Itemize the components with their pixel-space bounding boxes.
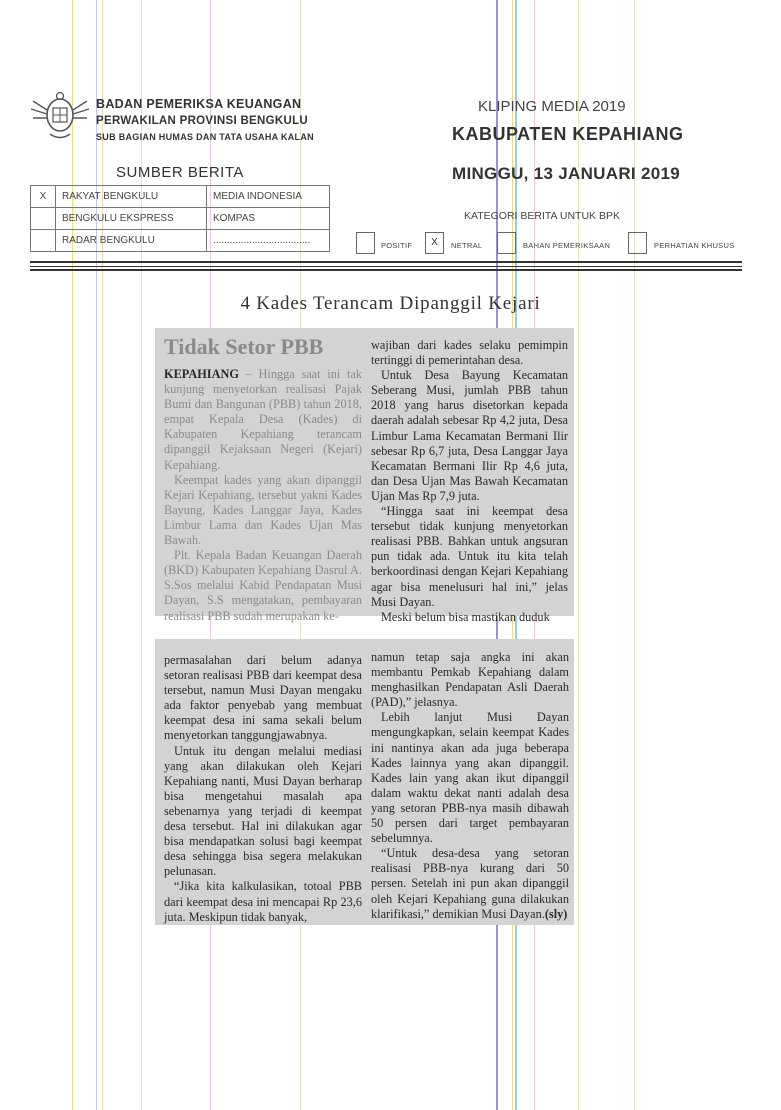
- paragraph: Plt. Kepala Badan Keuangan Daerah (BKD) Kabupaten Kepahiang Dasrul A. S.Sos melalui Kabid Pendapatan Musi Dayan, S.S mengatakan, pembayaran realisasi PBB sudah merupakan ke-: [164, 548, 362, 623]
- source-name: MEDIA INDONESIA: [207, 186, 330, 208]
- paragraph: “Untuk desa-desa yang setoran realisasi PBB-nya kurang dari 50 persen. Setelah ini pun akan dipanggil oleh Kejari Kepahiang guna dilakukan klarifikasi,” demikian Musi Dayan.(sly): [371, 846, 569, 921]
- paragraph: “Jika kita kalkulasikan, totoal PBB dari keempat desa ini mencapai Rp 23,6 juta. Meskipun tidak banyak,: [164, 879, 362, 924]
- garuda-logo-icon: [30, 88, 90, 144]
- source-row: [31, 208, 330, 230]
- org-region: PERWAKILAN PROVINSI BENGKULU: [96, 115, 309, 127]
- positif-label: POSITIF: [381, 241, 413, 250]
- source-row: [31, 230, 330, 252]
- dateline: KEPAHIANG: [164, 367, 239, 381]
- divider: [30, 261, 742, 263]
- article-column-3: [164, 653, 362, 925]
- clip-date: MINGGU, 13 JANUARI 2019: [452, 164, 680, 183]
- article-column-1: [164, 367, 362, 624]
- source-name: ...................................: [207, 230, 330, 252]
- paragraph: Untuk Desa Bayung Kecamatan Seberang Musi, jumlah PBB tahun 2018 yang harus disetorkan kepada daerah adalah sebesar Rp 4,2 juta, Desa Limbur Lama Kecamatan Bermani Ilir sebesar Rp 6,7 juta, Desa Langgar Jaya Kecamatan Bermani Ilir Rp 4,6 juta, dan Desa Ujan Mas Bawah Kecamatan Ujan Mas Rp 7,9 juta.: [371, 368, 568, 503]
- source-name: KOMPAS: [207, 208, 330, 230]
- source-mark: [31, 230, 56, 252]
- khusus-label: PERHATIAN KHUSUS: [654, 241, 735, 250]
- paragraph: Keempat kades yang akan dipanggil Kejari Kepahiang, tersebut yakni Kades Bayung, Kades Langgar Jaya, Kades Limbur Lama dan Kades Ujan Mas Bawah.: [164, 472, 362, 548]
- paragraph: wajiban dari kades selaku pemimpin tertinggi di pemerintahan desa.: [371, 338, 568, 368]
- article-column-4: [371, 650, 569, 922]
- divider: [30, 266, 742, 267]
- pemeriksaan-label: BAHAN PEMERIKSAAN: [523, 241, 611, 250]
- source-row: [31, 186, 330, 208]
- paragraph: KEPAHIANG – Hingga saat ini tak kunjung menyetorkan realisasi Pajak Bumi dan Bangunan (PBB) tahun 2018, empat Kepala Desa (Kades) di Kabupaten Kepahiang terancam dipanggil Kejaksaan Negeri (Kejari) Kepahiang.: [164, 367, 362, 472]
- source-name: BENGKULU EKSPRESS: [56, 208, 207, 230]
- source-mark: [31, 208, 56, 230]
- paragraph: Lebih lanjut Musi Dayan mengungkapkan, selain keempat Kades ini nantinya akan ada juga beberapa Kades lainnya yang akan dipanggil. Kades lain yang akan ikut dipanggil dalam waktu dekat nanti adalah desa yang setoran PBB-nya masih dibawah 50 persen dari target pembayaran sebelumnya.: [371, 710, 569, 846]
- kliping-title: KLIPING MEDIA 2019: [478, 98, 626, 115]
- paragraph: Untuk itu dengan melalui mediasi yang akan dilakukan oleh Kejari Kepahiang nanti, Musi Dayan berharap bisa mengetahui masalah apa sebenarnya yang terjadi di keempat desa tersebut. Hal ini dilakukan agar bisa mendapatkan solusi bagi keempat desa sehingga bisa segera melakukan pelunasan.: [164, 743, 362, 879]
- org-name: BADAN PEMERIKSA KEUANGAN: [96, 97, 302, 111]
- paragraph: permasalahan dari belum adanya setoran realisasi PBB dari keempat desa tersebut, namun Musi Dayan mengaku ada faktor penyebab yang membuat keempat desa ini sama sekali belum menyetorkan tanggungjawabnya.: [164, 653, 362, 743]
- article-subhead: Tidak Setor PBB: [164, 334, 324, 359]
- khusus-checkbox[interactable]: [628, 232, 647, 254]
- kabupaten-title: KABUPATEN KEPAHIANG: [452, 124, 684, 144]
- source-table: [30, 185, 330, 252]
- source-mark: X: [31, 186, 56, 208]
- paragraph: namun tetap saja angka ini akan membantu Pemkab Kepahiang dalam menghasilkan Pendapatan Asli Daerah (PAD),” jelasnya.: [371, 650, 569, 710]
- netral-label: NETRAL: [451, 241, 483, 250]
- article-column-2: [371, 338, 568, 625]
- source-name: RADAR BENGKULU: [56, 230, 207, 252]
- paragraph: Meski belum bisa mastikan duduk: [381, 609, 550, 624]
- paragraph: “Hingga saat ini keempat desa tersebut tidak kunjung menyetorkan realisasi PBB. Bahkan untuk angsuran pun tidak ada. Untuk itu kita telah berkoordinasi dengan Kejari Kepahiang agar bisa menelusuri hal ini,” jelas Musi Dayan.: [371, 504, 568, 609]
- positif-checkbox[interactable]: [356, 232, 375, 254]
- kategori-title: KATEGORI BERITA UNTUK BPK: [464, 210, 620, 222]
- source-name: RAKYAT BENGKULU: [56, 186, 207, 208]
- netral-checkbox[interactable]: X: [425, 232, 444, 254]
- article-headline: 4 Kades Terancam Dipanggil Kejari: [240, 293, 541, 314]
- sumber-berita-title: SUMBER BERITA: [116, 164, 244, 181]
- byline: (sly): [544, 906, 568, 921]
- pemeriksaan-checkbox[interactable]: [497, 232, 516, 254]
- org-unit: SUB BAGIAN HUMAS DAN TATA USAHA KALAN: [96, 132, 314, 142]
- divider: [30, 269, 742, 271]
